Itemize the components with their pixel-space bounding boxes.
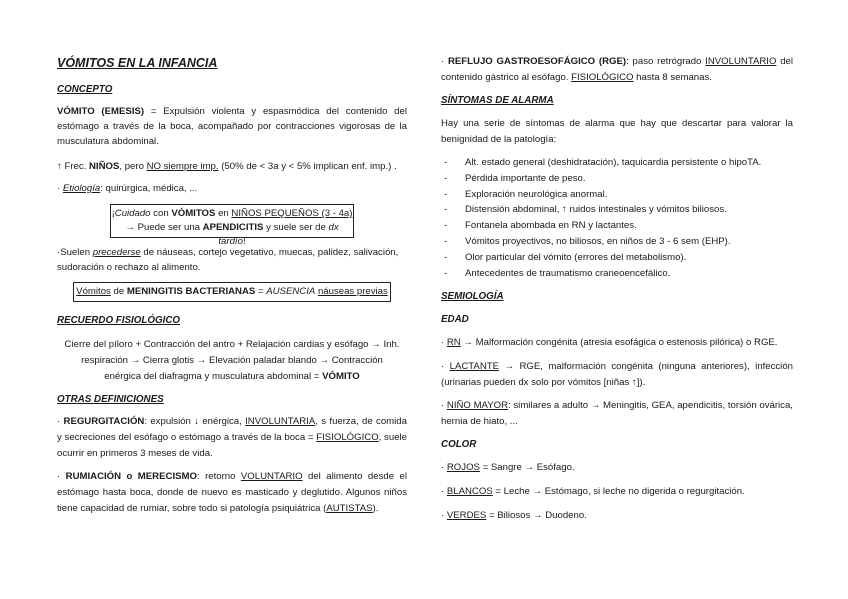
mayor-prefix: · (441, 400, 447, 411)
cuidado-line-1 (111, 207, 353, 221)
reg-term: REGURGITACIÓN (63, 416, 145, 427)
etiologia-text: : quirúrgica, médica, ... (100, 183, 198, 194)
box1-c: en (215, 208, 232, 219)
rge-a: : paso retrógrado (626, 56, 706, 67)
rojos-line (441, 460, 575, 475)
frecuencia-line (57, 159, 407, 174)
rum-autistas: AUTISTAS (326, 503, 373, 514)
etiologia-line (57, 181, 197, 196)
rojos-prefix: · (441, 462, 447, 473)
edad-heading: EDAD (441, 314, 469, 325)
frec-no-siempre: NO siempre imp. (146, 161, 219, 172)
box1-e: y suele ser de (263, 222, 329, 233)
box2-vomitos: Vómitos (76, 286, 111, 297)
list-item: - Antecedentes de traumatismo craneoencefálico. (441, 266, 793, 282)
rum-a: : retorno (196, 471, 241, 482)
frec-text-b: , pero (119, 161, 147, 172)
reg-involuntaria: INVOLUNTARIA (245, 416, 316, 427)
sintomas-intro: Hay una serie de síntomas de alarma que hay que descartar para valorar la benignidad de la patología: (441, 118, 793, 145)
vomito-term: VÓMITO (EMESIS) (57, 106, 145, 117)
frec-ninos: NIÑOS (88, 161, 120, 172)
rge-fisiologico: FISIOLÓGICO (571, 72, 634, 83)
box2-nauseas: náuseas previas (317, 286, 388, 297)
rge-term: REFLUJO GASTROESOFÁGICO (RGE) (447, 56, 627, 67)
recuerdo-line-3 (57, 369, 407, 385)
lact-text: → RGE, malformación congénita (ninguna anteriores), infección (urinarias pueden dx solo por vómitos [niñas ↑]). (441, 361, 793, 388)
box1-dx: dx tardío (218, 222, 339, 247)
regurgitacion-paragraph (57, 414, 407, 462)
list-item: - Olor particular del vómito (errores del metabolismo). (441, 250, 793, 266)
list-item: - Fontanela abombada en RN y lactantes. (441, 218, 793, 234)
semiologia-heading: SEMIOLOGÍA (441, 291, 504, 302)
rge-b: del contenido gástrico al esófago. (441, 56, 793, 83)
list-item: - Vómitos proyectivos, no biliosos, en niños de 3 - 6 sem (EHP). (441, 234, 793, 250)
preceder-a: ·Suelen (57, 247, 93, 258)
rum-voluntario: VOLUNTARIO (240, 471, 303, 482)
up-arrow-icon: ↑ (57, 161, 62, 172)
page-title: VÓMITOS EN LA INFANCIA (57, 56, 218, 70)
box1-f: ! (242, 236, 246, 247)
vomito-def-text: = Expulsión violenta y espasmódica del contenido del estómago a través de la boca, acompañado por contracciones vigorosas de la musculatura abdominal. (57, 106, 407, 147)
reg-fisiologico: FISIOLÓGICO (316, 432, 379, 443)
box2-a: de (110, 286, 127, 297)
recuerdo-heading: RECUERDO FISIOLÓGICO (57, 315, 181, 326)
blancos-text: = Leche → Estómago, si leche no digerida o regurgitación. (492, 486, 745, 497)
list-item: - Alt. estado general (deshidratación), taquicardia persistente o hipoTA. (441, 155, 793, 171)
box1-apendicitis: APENDICITIS (202, 222, 264, 233)
reg-b: , s fuerza, de comida y secreciones del esófago o estómago a través de la boca = (57, 416, 407, 443)
reg-prefix: · (57, 416, 64, 427)
rojos-text: = Sangre → Esófago. (479, 462, 575, 473)
box2-meningitis: MENINGITIS BACTERIANAS (126, 286, 256, 297)
recuerdo-text (57, 337, 407, 385)
box1-vomitos: VÓMITOS (171, 208, 216, 219)
etiologia-label: Etiología (62, 183, 101, 194)
box1-a: ¡ (111, 208, 115, 219)
etiologia-prefix: · (57, 183, 63, 194)
verdes-text: = Biliosos → Duodeno. (486, 510, 587, 521)
sintomas-heading: SÍNTOMAS DE ALARMA (441, 95, 554, 106)
alarm-list (441, 155, 793, 281)
box1-cuidado: Cuidado (114, 208, 151, 219)
rojos-label: ROJOS (446, 462, 480, 473)
box1-d: → Puede ser una (125, 222, 203, 233)
lact-label: LACTANTE (449, 361, 500, 372)
recuerdo-line-1: Cierre del píloro + Contracción del antro + Relajación cardias y esófago → Inh. (64, 339, 400, 350)
rn-label: RN (446, 337, 461, 348)
rn-prefix: · (441, 337, 447, 348)
box1-ninos: NIÑOS PEQUEÑOS (3 - 4a) (231, 208, 353, 219)
frec-text-c: (50% de < 3a y < 5% implican enf. imp.) . (218, 161, 397, 172)
box1-b: con (150, 208, 172, 219)
box2-ausencia: AUSENCIA (266, 286, 316, 297)
mayor-text: : similares a adulto → Meningitis, GEA, apendicitis, torsión ovárica, hernia de hiato, ... (441, 400, 793, 427)
nino-mayor-paragraph (441, 398, 793, 430)
blancos-prefix: · (441, 486, 447, 497)
list-item: - Exploración neurológica anormal. (441, 187, 793, 203)
concepto-heading: CONCEPTO (57, 84, 113, 95)
verdes-label: VERDES (446, 510, 487, 521)
rum-c: ). (372, 503, 379, 514)
recuerdo-line-2: respiración → Cierra glotis → Elevación paladar blando → Contracción (81, 355, 383, 366)
box2-b: = (255, 286, 267, 297)
rge-involuntario: INVOLUNTARIO (705, 56, 777, 67)
blancos-label: BLANCOS (446, 486, 493, 497)
lact-prefix: · (441, 361, 450, 372)
rum-term: RUMIACIÓN o MERECISMO (65, 471, 197, 482)
color-heading: COLOR (441, 439, 477, 450)
list-item: - Pérdida importante de peso. (441, 171, 793, 187)
frec-text-a: Frec. (61, 161, 89, 172)
rumiacion-paragraph (57, 469, 407, 517)
rge-prefix: · (441, 56, 448, 67)
blancos-line (441, 484, 745, 499)
rge-paragraph (441, 54, 793, 86)
lactante-paragraph (441, 359, 793, 391)
rum-prefix: · (57, 471, 66, 482)
preceder-paragraph (57, 245, 407, 275)
list-item: - Distensión abdominal, ↑ ruidos intestinales y vómitos biliosos. (441, 202, 793, 218)
rum-b: del alimento desde el estómago hasta boca, donde de nuevo es masticado y deglutido. Algunos niños tiene capacidad de rumiar, sobre todo si patología psiquiátrica ( (57, 471, 407, 514)
recuerdo-line-3a: enérgica del diafragma y musculatura abdominal = (104, 371, 323, 382)
otras-heading: OTRAS DEFINICIONES (57, 394, 164, 405)
mayor-label: NIÑO MAYOR (446, 400, 509, 411)
verdes-line (441, 508, 587, 523)
preceder-word: precederse (92, 247, 141, 258)
cuidado-box (110, 204, 354, 247)
rn-line (441, 335, 793, 350)
rge-c: hasta 8 semanas. (633, 72, 712, 83)
recuerdo-vomito: VÓMITO (322, 371, 360, 382)
reg-a: : expulsión ↓ enérgica, (144, 416, 246, 427)
verdes-prefix: · (441, 510, 447, 521)
meningitis-box (73, 282, 391, 302)
reg-c: , suele ocurrir en primeros 3 meses de vida. (57, 432, 407, 459)
rn-text: → Malformación congénita (atresia esofágica o estenosis pilórica) o RGE. (460, 337, 778, 348)
preceder-b: de náuseas, cortejo vegetativo, muecas, palidez, salivación, sudoración o rechazo al alimento. (57, 247, 399, 273)
vomito-definition (57, 104, 407, 149)
